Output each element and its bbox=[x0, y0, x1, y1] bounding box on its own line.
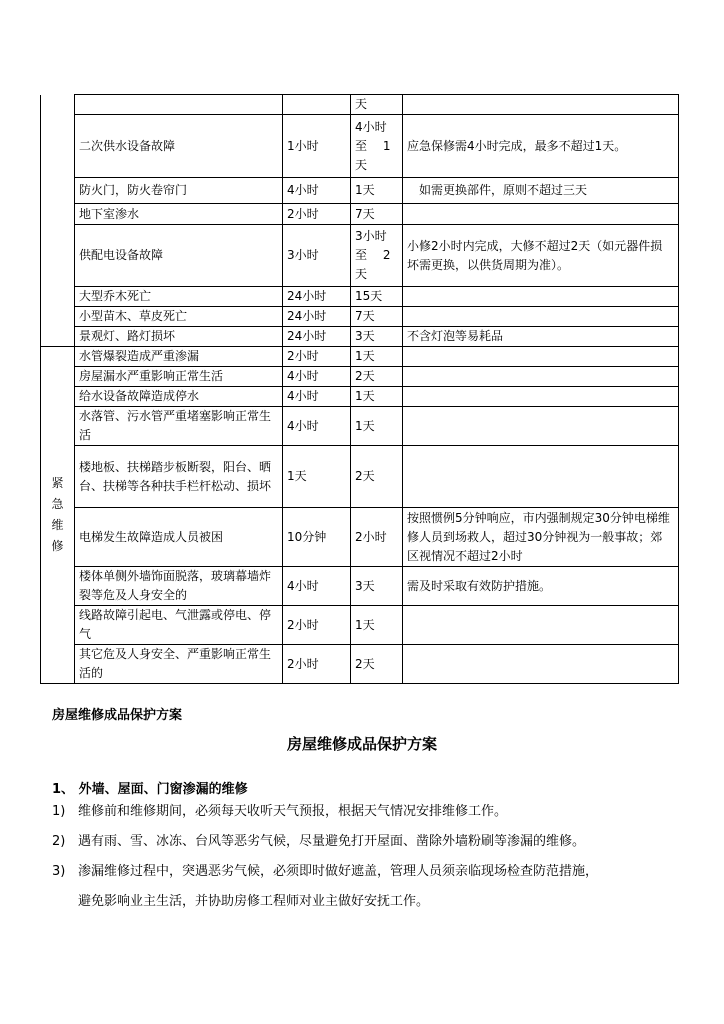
item-cell bbox=[75, 95, 283, 115]
item-cell: 小型苗木、草皮死亡 bbox=[75, 307, 283, 327]
response-cell: 4小时 bbox=[283, 178, 351, 204]
maintenance-table bbox=[40, 94, 679, 684]
response-cell: 2小时 bbox=[283, 645, 351, 684]
item-cell: 大型乔木死亡 bbox=[75, 287, 283, 307]
completion-cell: 1天 bbox=[351, 347, 403, 367]
completion-cell: 2天 bbox=[351, 645, 403, 684]
completion-cell: 7天 bbox=[351, 204, 403, 225]
response-cell: 1小时 bbox=[283, 115, 351, 178]
completion-cell: 15天 bbox=[351, 287, 403, 307]
completion-cell: 2小时 bbox=[351, 508, 403, 567]
note-cell bbox=[403, 287, 679, 307]
item-cell: 楼地板、扶梯踏步板断裂，阳台、晒台、扶梯等各种扶手栏杆松动、损坏 bbox=[75, 446, 283, 508]
small-heading: 房屋维修成品保护方案 bbox=[52, 708, 183, 723]
response-cell: 24小时 bbox=[283, 327, 351, 347]
category-cell-emergency bbox=[41, 347, 75, 684]
response-cell: 4小时 bbox=[283, 407, 351, 446]
response-cell: 4小时 bbox=[283, 567, 351, 606]
paragraph-text: 遇有雨、雪、冰冻、台风等恶劣气候，尽量避免打开屋面、凿除外墙粉刷等渗漏的维修。 bbox=[78, 834, 586, 849]
paragraph bbox=[52, 797, 692, 827]
document-title: 房屋维修成品保护方案 bbox=[286, 735, 437, 753]
paragraph bbox=[52, 857, 692, 917]
response-cell: 2小时 bbox=[283, 606, 351, 645]
item-cell: 给水设备故障造成停水 bbox=[75, 387, 283, 407]
completion-cell: 1天 bbox=[351, 178, 403, 204]
item-cell: 楼体单侧外墙饰面脱落，玻璃幕墙炸裂等危及人身安全的 bbox=[75, 567, 283, 606]
note-cell bbox=[403, 95, 679, 115]
item-cell: 线路故障引起电、气泄露或停电、停气 bbox=[75, 606, 283, 645]
completion-cell: 3天 bbox=[351, 567, 403, 606]
note-cell: 小修2小时内完成，大修不超过2天（如元器件损坏需更换，以供货周期为准）。 bbox=[403, 225, 679, 287]
item-cell: 景观灯、路灯损坏 bbox=[75, 327, 283, 347]
note-cell bbox=[403, 307, 679, 327]
response-cell: 24小时 bbox=[283, 307, 351, 327]
item-cell: 其它危及人身安全、严重影响正常生活的 bbox=[75, 645, 283, 684]
note-cell bbox=[403, 645, 679, 684]
item-cell: 地下室渗水 bbox=[75, 204, 283, 225]
paragraph-text: 渗漏维修过程中，突遇恶劣气候，必须即时做好遮盖，管理人员须亲临现场检查防范措施， bbox=[78, 864, 599, 879]
note-cell: 按照惯例5分钟响应，市内强制规定30分钟电梯维修人员到场救人，超过30分钟视为一般事故；郊区视情况不超过2小时 bbox=[403, 508, 679, 567]
completion-cell: 2天 bbox=[351, 446, 403, 508]
completion-cell: 7天 bbox=[351, 307, 403, 327]
item-cell: 防火门，防火卷帘门 bbox=[75, 178, 283, 204]
item-cell: 供配电设备故障 bbox=[75, 225, 283, 287]
completion-cell: 3天 bbox=[351, 327, 403, 347]
paragraph bbox=[52, 827, 692, 857]
item-cell: 电梯发生故障造成人员被困 bbox=[75, 508, 283, 567]
response-cell: 2小时 bbox=[283, 204, 351, 225]
item-cell: 二次供水设备故障 bbox=[75, 115, 283, 178]
response-cell: 10分钟 bbox=[283, 508, 351, 567]
category-cell-routine bbox=[41, 95, 75, 347]
note-cell: 应急保修需4小时完成，最多不超过1天。 bbox=[403, 115, 679, 178]
note-cell bbox=[403, 446, 679, 508]
note-cell bbox=[403, 367, 679, 387]
response-cell: 24小时 bbox=[283, 287, 351, 307]
note-cell bbox=[403, 606, 679, 645]
completion-cell: 3小时 至 2 天 bbox=[351, 225, 403, 287]
paragraph-number: 1) bbox=[52, 804, 66, 819]
paragraph-text: 维修前和维修期间，必须每天收听天气预报，根据天气情况安排维修工作。 bbox=[78, 804, 508, 819]
response-cell: 3小时 bbox=[283, 225, 351, 287]
response-cell: 4小时 bbox=[283, 367, 351, 387]
note-cell bbox=[403, 407, 679, 446]
category-label: 紧急维修 bbox=[51, 476, 64, 553]
note-cell: 不含灯泡等易耗品 bbox=[403, 327, 679, 347]
note-cell bbox=[403, 347, 679, 367]
item-cell: 房屋漏水严重影响正常生活 bbox=[75, 367, 283, 387]
section-heading: 1、 外墙、屋面、门窗渗漏的维修 bbox=[52, 782, 248, 797]
completion-cell: 天 bbox=[351, 95, 403, 115]
response-cell: 2小时 bbox=[283, 347, 351, 367]
note-cell bbox=[403, 387, 679, 407]
response-cell bbox=[283, 95, 351, 115]
completion-cell: 1天 bbox=[351, 407, 403, 446]
completion-cell: 2天 bbox=[351, 367, 403, 387]
paragraph-number: 2) bbox=[52, 834, 66, 849]
note-cell: 如需更换部件，原则不超过三天 bbox=[403, 178, 679, 204]
item-cell: 水管爆裂造成严重渗漏 bbox=[75, 347, 283, 367]
response-cell: 1天 bbox=[283, 446, 351, 508]
completion-cell: 1天 bbox=[351, 606, 403, 645]
note-cell bbox=[403, 204, 679, 225]
completion-cell: 1天 bbox=[351, 387, 403, 407]
paragraph-number: 3) bbox=[52, 864, 66, 879]
note-cell: 需及时采取有效防护措施。 bbox=[403, 567, 679, 606]
item-cell: 水落管、污水管严重堵塞影响正常生活 bbox=[75, 407, 283, 446]
response-cell: 4小时 bbox=[283, 387, 351, 407]
paragraph-continuation: 避免影响业主生活，并协助房修工程师对业主做好安抚工作。 bbox=[78, 894, 430, 909]
completion-cell: 4小时 至 1 天 bbox=[351, 115, 403, 178]
